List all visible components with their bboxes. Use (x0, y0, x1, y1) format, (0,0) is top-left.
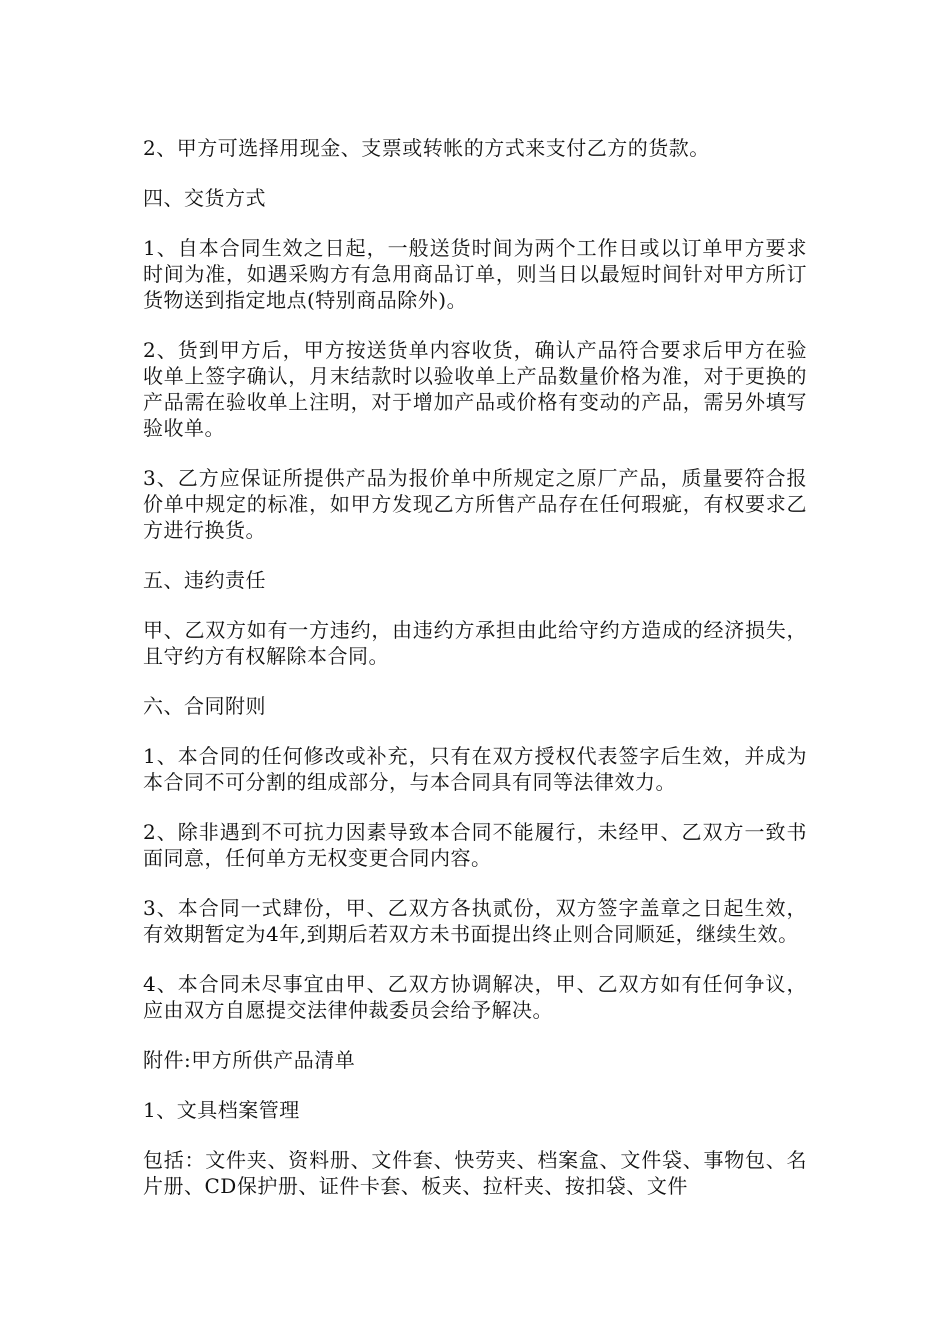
document-body (143, 135, 807, 1223)
section-heading-delivery: 四、交货方式 (143, 186, 266, 210)
clause-force-majeure: 2、除非遇到不可抗力因素导致本合同不能履行，未经甲、乙双方一致书面同意，任何单方无权变更合同内容。 (143, 820, 807, 870)
attachment-title: 附件:甲方所供产品清单 (143, 1048, 356, 1072)
clause-disputes: 4、本合同未尽事宜由甲、乙双方协调解决，甲、乙双方如有任何争议，应由双方自愿提交法律仲裁委员会给予解决。 (143, 972, 807, 1022)
clause-receiving: 2、货到甲方后，甲方按送货单内容收货，确认产品符合要求后甲方在验收单上签字确认，月末结款时以验收单上产品数量价格为准，对于更换的产品需在验收单上注明，对于增加产品或价格有变动的产品，需另外填写验收单。 (143, 338, 807, 440)
clause-copies-validity: 3、本合同一式肆份，甲、乙双方各执贰份，双方签字盖章之日起生效，有效期暂定为4年,到期后若双方未书面提出终止则合同顺延，继续生效。 (143, 896, 807, 946)
clause-payment-method: 2、甲方可选择用现金、支票或转帐的方式来支付乙方的货款。 (143, 136, 710, 160)
attachment-category-items: 包括：文件夹、资料册、文件套、快劳夹、档案盒、文件袋、事物包、名片册、CD保护册、证件卡套、板夹、拉杆夹、按扣袋、文件 (143, 1148, 807, 1198)
clause-delivery-time: 1、自本合同生效之日起，一般送货时间为两个工作日或以订单甲方要求时间为准，如遇采购方有急用商品订单，则当日以最短时间针对甲方所订货物送到指定地点(特别商品除外)。 (143, 236, 807, 312)
clause-amendment: 1、本合同的任何修改或补充，只有在双方授权代表签字后生效，并成为本合同不可分割的组成部分，与本合同具有同等法律效力。 (143, 744, 807, 794)
clause-breach: 甲、乙双方如有一方违约，由违约方承担由此给守约方造成的经济损失，且守约方有权解除本合同。 (143, 618, 807, 668)
clause-quality: 3、乙方应保证所提供产品为报价单中所规定之原厂产品，质量要符合报价单中规定的标准，如甲方发现乙方所售产品存在任何瑕疵，有权要求乙方进行换货。 (143, 466, 807, 542)
section-heading-breach: 五、违约责任 (143, 568, 266, 592)
section-heading-supplementary: 六、合同附则 (143, 694, 266, 718)
attachment-category-heading: 1、文具档案管理 (143, 1098, 300, 1122)
